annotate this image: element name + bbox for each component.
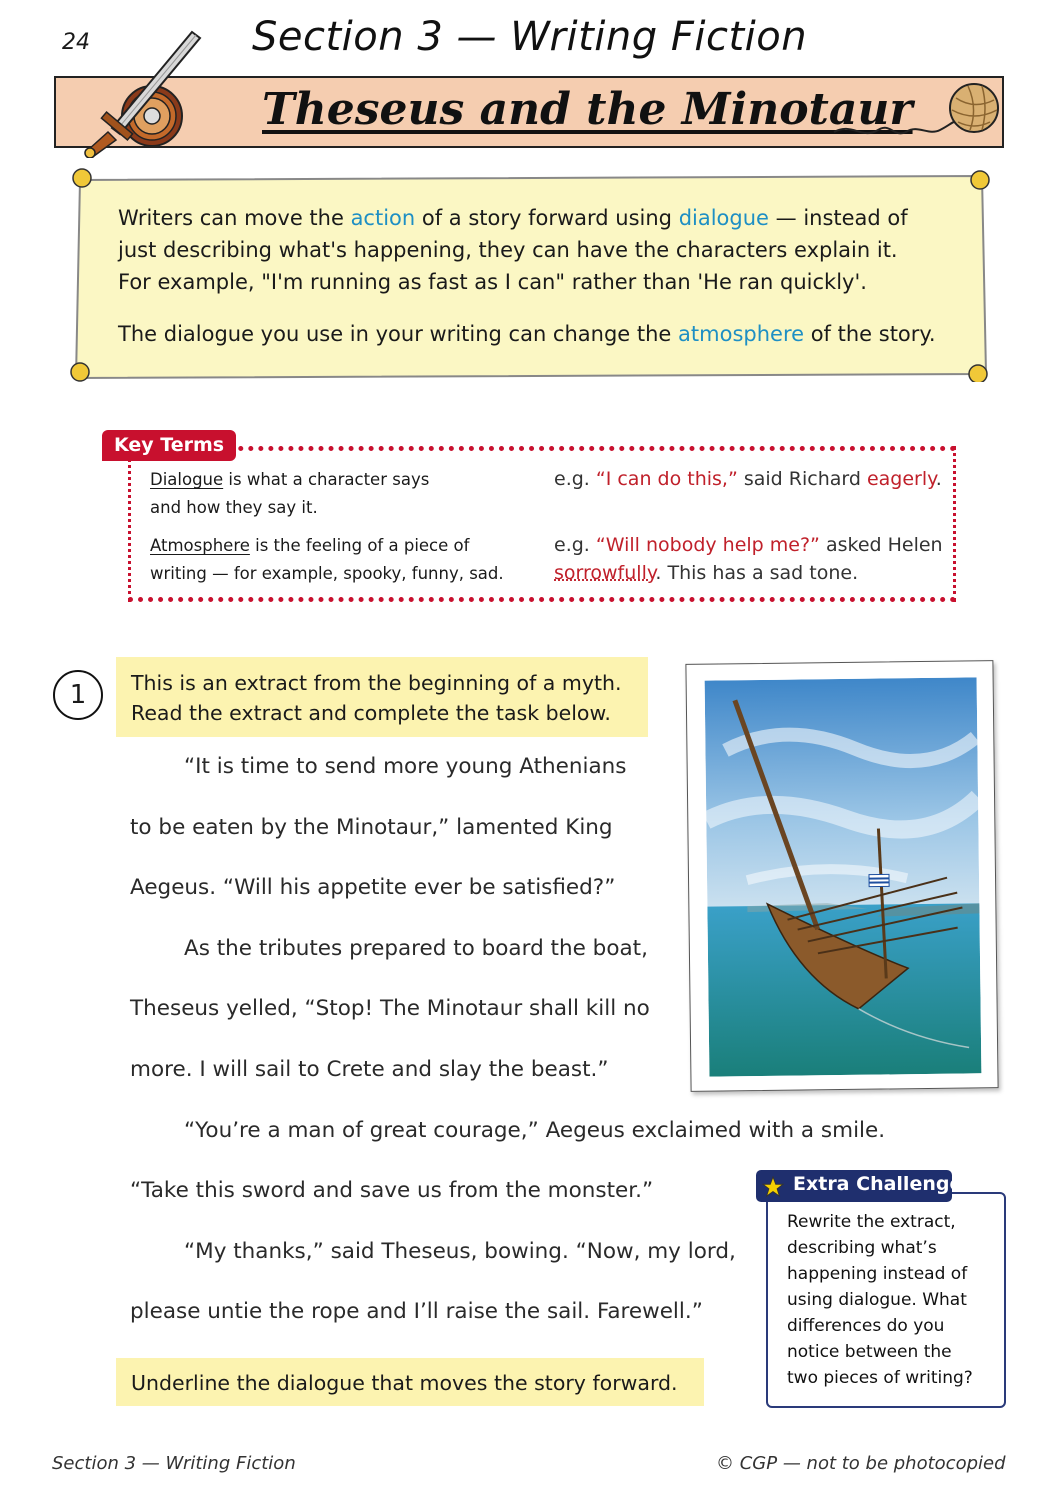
extra-challenge-line: happening instead of: [787, 1264, 968, 1284]
story-line: “It is time to send more young Athenians: [184, 754, 627, 779]
section-title: Section 3 — Writing Fiction: [252, 14, 808, 60]
question-number: 1: [53, 670, 103, 720]
story-line: Theseus yelled, “Stop! The Minotaur shall kill no: [130, 996, 650, 1021]
action-term: action: [350, 206, 416, 230]
sword-shield-icon: [80, 28, 210, 158]
atmosphere-example-line-2: sorrowfully. This has a sad tone.: [554, 562, 859, 584]
story-line: “Take this sword and save us from the monster.”: [130, 1178, 654, 1203]
question-prompt-band: [116, 657, 648, 737]
atmosphere-definition-line-2: writing — for example, spooky, funny, sad.: [150, 564, 504, 583]
story-line: please untie the rope and I’ll raise the sail. Farewell.”: [130, 1299, 703, 1324]
greek-ship-photo: [705, 677, 982, 1076]
atmosphere-term: atmosphere: [678, 322, 805, 346]
intro-line-2: just describing what's happening, they can have the characters explain it.: [118, 238, 898, 262]
extra-challenge-line: two pieces of writing?: [787, 1368, 973, 1388]
extra-challenge-line: Rewrite the extract,: [787, 1212, 956, 1232]
story-line: “You’re a man of great courage,” Aegeus exclaimed with a smile.: [184, 1118, 886, 1143]
dialogue-definition-line-2: and how they say it.: [150, 498, 318, 517]
star-icon: [762, 1176, 784, 1198]
extra-challenge-line: using dialogue. What: [787, 1290, 967, 1310]
extra-challenge-line: describing what’s: [787, 1238, 937, 1258]
footer-section: Section 3 — Writing Fiction: [52, 1453, 296, 1474]
dialogue-term: dialogue: [678, 206, 769, 230]
yarn-ball-icon: [832, 78, 1002, 148]
extra-challenge-title: Extra Challenge: [793, 1173, 963, 1195]
atmosphere-example-line-1: e.g. “Will nobody help me?” asked Helen: [554, 534, 943, 556]
intro-line-3: For example, "I'm running as fast as I can" rather than 'He ran quickly'.: [118, 270, 867, 294]
story-line: more. I will sail to Crete and slay the beast.”: [130, 1057, 609, 1082]
story-line: “My thanks,” said Theseus, bowing. “Now, my lord,: [184, 1239, 736, 1264]
atmosphere-definition-line-1: Atmosphere is the feeling of a piece of: [150, 536, 470, 555]
extra-challenge-line: differences do you: [787, 1316, 945, 1336]
ship-photo-frame: [685, 660, 998, 1092]
intro-line-4: The dialogue you use in your writing can change the atmosphere of the story.: [118, 322, 936, 346]
story-line: Aegeus. “Will his appetite ever be satisfied?”: [130, 875, 616, 900]
question-prompt-line-2: Read the extract and complete the task below.: [131, 701, 611, 725]
story-line: As the tributes prepared to board the boat,: [184, 936, 648, 961]
question-prompt-line-1: This is an extract from the beginning of a myth.: [131, 671, 622, 695]
lesson-title: Theseus and the Minotaur: [262, 84, 913, 135]
dialogue-example: e.g. “I can do this,” said Richard eagerly.: [554, 468, 942, 490]
page-number: 24: [62, 30, 90, 55]
intro-line-1: Writers can move the action of a story forward using dialogue — instead of: [118, 206, 908, 230]
dialogue-definition-line-1: Dialogue is what a character says: [150, 470, 430, 489]
extra-challenge-line: notice between the: [787, 1342, 952, 1362]
key-terms-tag: Key Terms: [102, 430, 236, 461]
story-line: to be eaten by the Minotaur,” lamented King: [130, 815, 613, 840]
task-instruction: Underline the dialogue that moves the story forward.: [131, 1371, 678, 1395]
footer-copyright: © CGP — not to be photocopied: [716, 1453, 1006, 1474]
